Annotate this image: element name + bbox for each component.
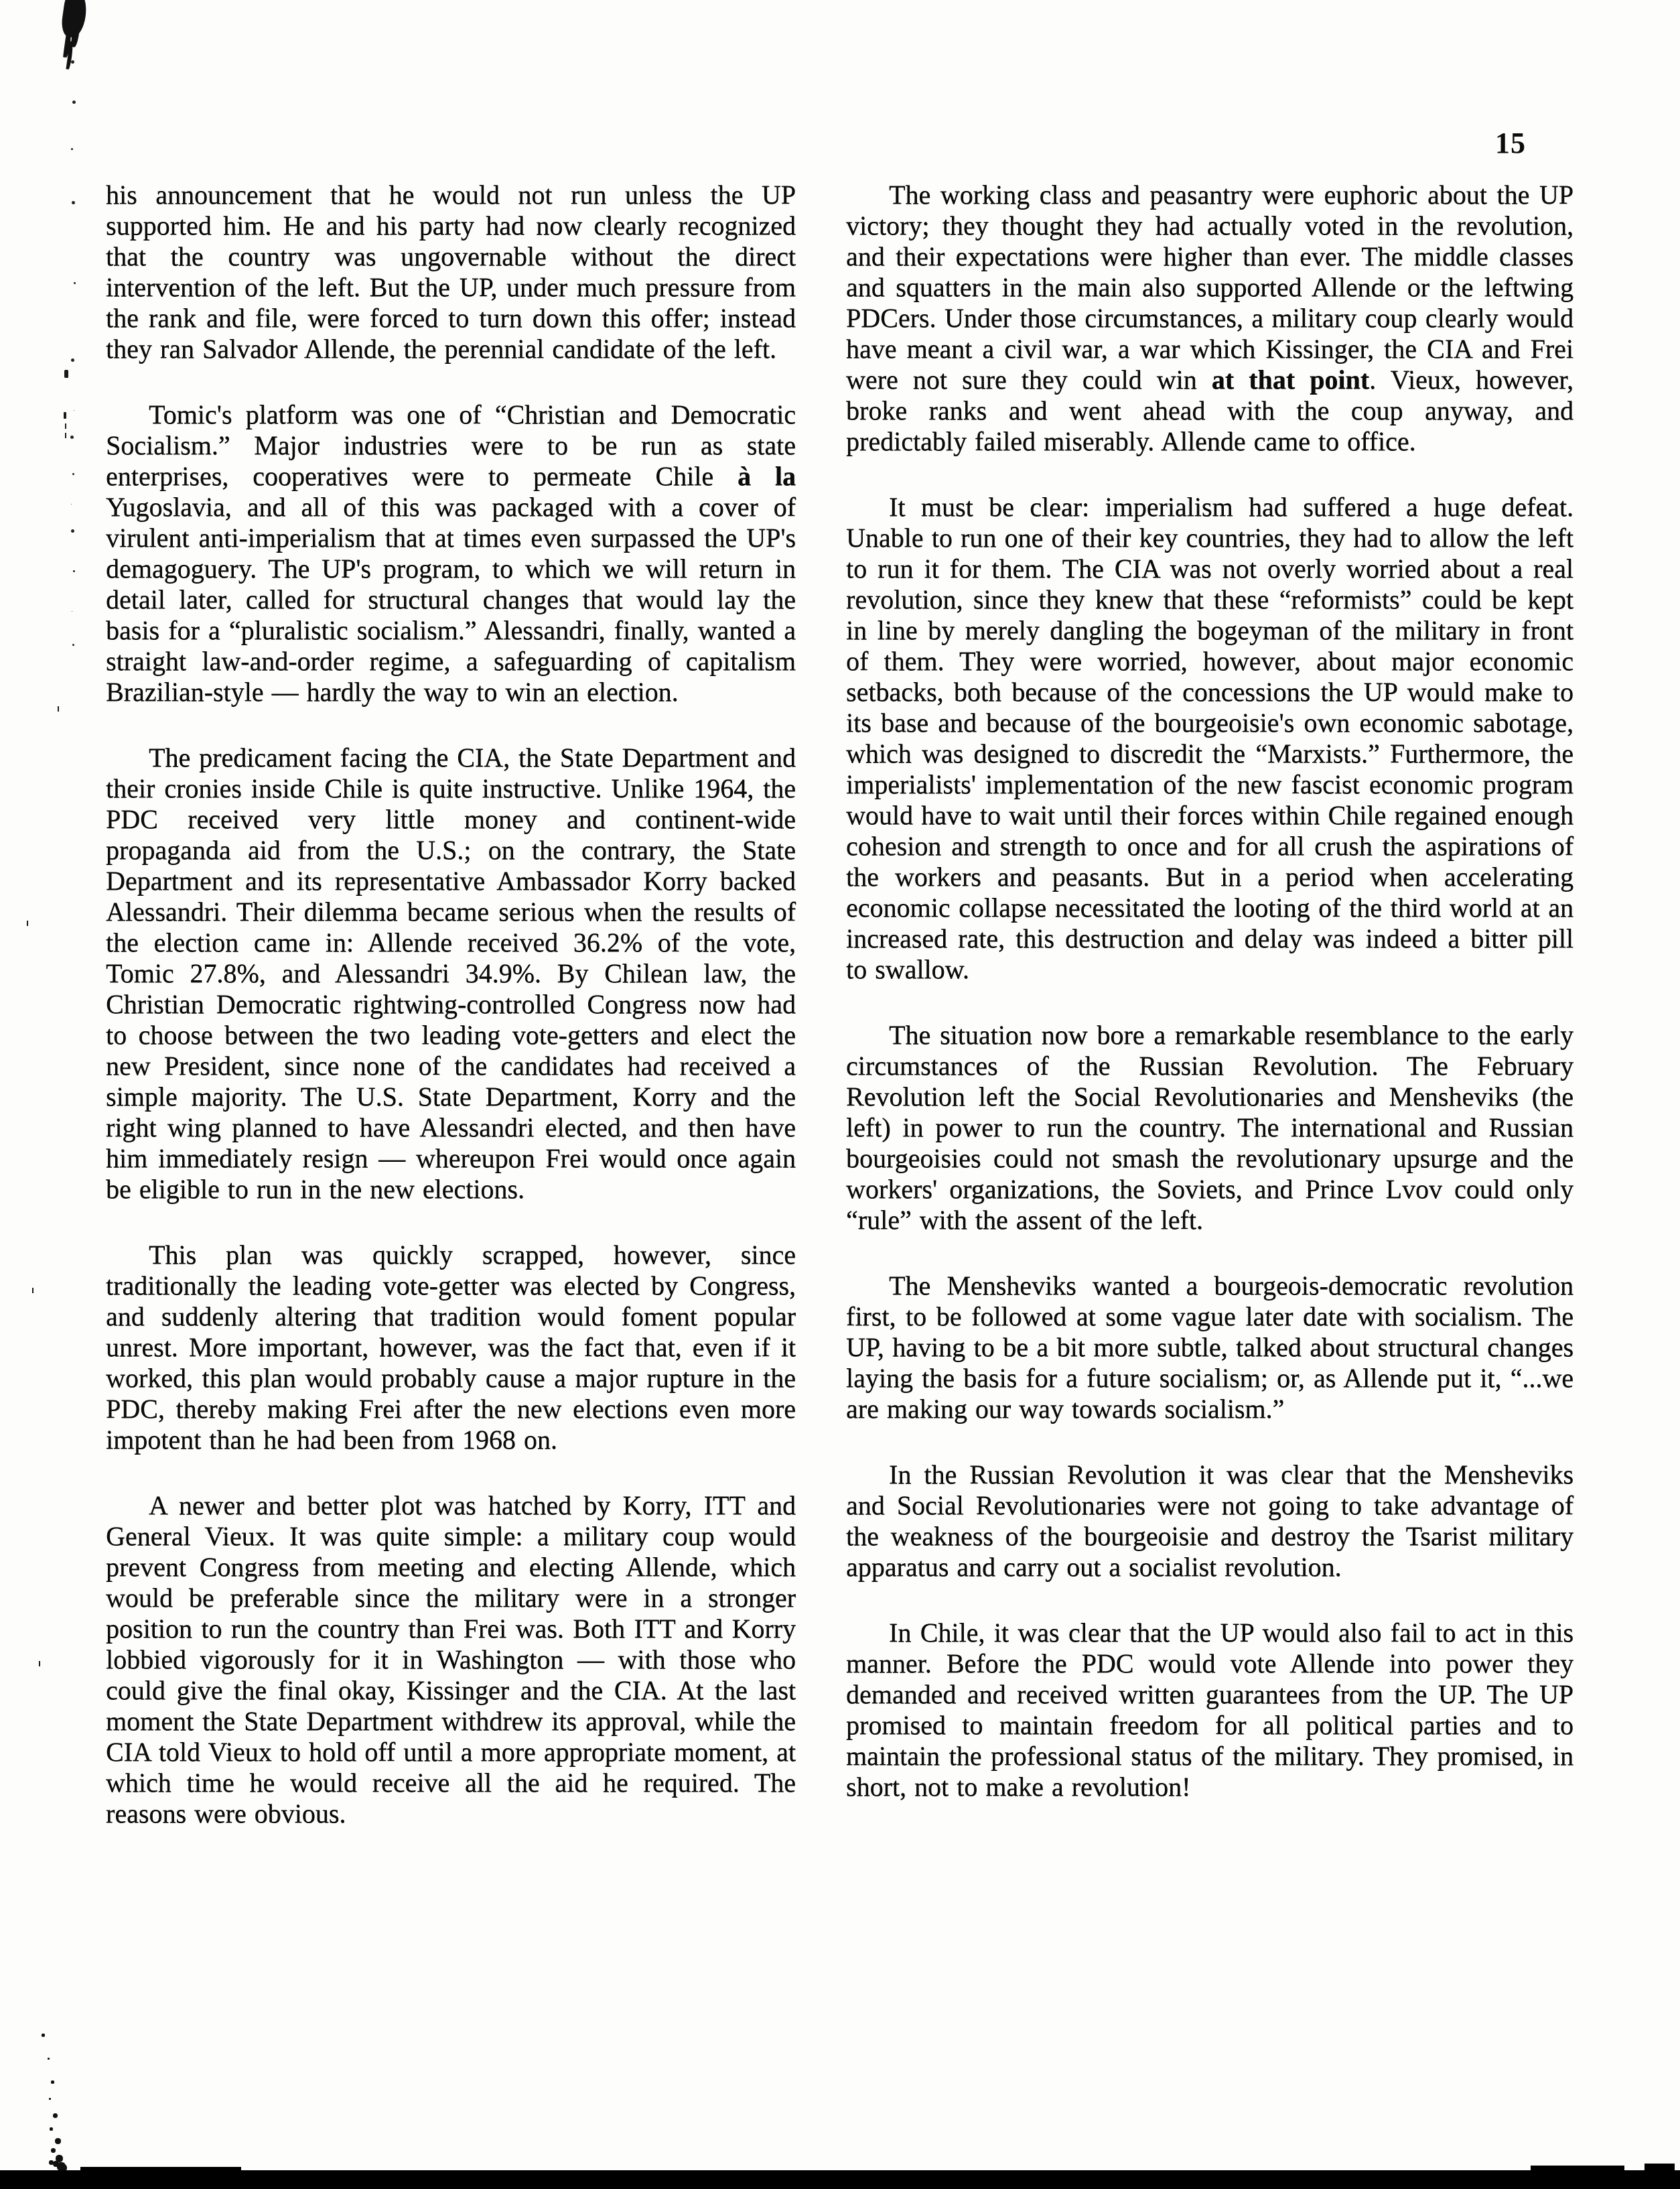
paragraph	[106, 180, 796, 364]
paragraph	[106, 1490, 796, 1829]
scan-artifact-bottom-black-bar	[0, 2170, 1680, 2189]
paragraph	[106, 399, 796, 708]
scan-artifact-bar-rough-edge	[1531, 2166, 1624, 2171]
paragraph	[846, 180, 1573, 457]
scan-artifact-bar-rough-edge	[1644, 2164, 1675, 2171]
page-number: 15	[1495, 127, 1526, 159]
text-run: his announcement that he would not run unless the UP supported him. He and his party had now clearly recognized that the country was ungovernable without the direct intervention of the left. But the UP, under much pressure from the rank and file, were forced to turn down this offer; instead they ran Salvador Allende, the perennial candidate of the left.	[106, 180, 796, 364]
text-run: In the Russian Revolution it was clear that the Mensheviks and Social Revolutionaries were not going to take advantage of the weakness of the bourgeoisie and destroy the Tsarist military apparatus and carry out a socialist revolution.	[846, 1459, 1573, 1582]
left-text-column	[106, 180, 796, 1829]
paragraph	[846, 1020, 1573, 1236]
text-run: It must be clear: imperialism had suffered a huge defeat. Unable to run one of their key countries, they had to allow the left to run it for them. The CIA was not overly worried about a real revolution, since they knew that these “reformists” could be kept in line by merely dangling the bogeyman of the military in front of them. They were worried, however, about major economic setbacks, both because of the concessions the UP would make to its base and because of the bourgeoisie's own economic sabotage, which was designed to discredit the “Marxists.” Furthermore, the imperialists' implementation of the new fascist economic program would have to wait until their forces within Chile regained enough cohesion and strength to once and for all crush the aspirations of the workers and peasants. But in a period when accelerating economic collapse necessitated the looting of the third world at an increased rate, this destruction and delay was indeed a bitter pill to swallow.	[846, 492, 1573, 984]
text-run: The situation now bore a remarkable resemblance to the early circumstances of the Russian Revolution. The February Revolution left the Social Revolutionaries and Mensheviks (the left) in power to run the country. The international and Russian bourgeoisies could not smash the revolutionary upsurge and the workers' organizations, the Soviets, and Prince Lvov could only “rule” with the assent of the left.	[846, 1020, 1573, 1235]
paragraph	[846, 492, 1573, 985]
text-run: The working class and peasantry were euphoric about the UP victory; they thought they had actually voted in the revolution, and their expectations were higher than ever. The middle classes and squatters in the main also supported Allende or the leftwing PDCers. Under those circumstances, a military coup clearly would have meant a civil war, a war which Kissinger, the CIA and Frei were not sure they could win	[846, 180, 1573, 395]
paragraph	[106, 1240, 796, 1455]
paragraph	[846, 1617, 1573, 1802]
text-run: Tomic's platform was one of “Christian and Democratic Socialism.” Major industries were to be run as state enterprises, cooperatives were to permeate Chile	[106, 399, 796, 491]
text-run: A newer and better plot was hatched by Korry, ITT and General Vieux. It was quite simple: a military coup would prevent Congress from meeting and electing Allende, which would be preferable since the military were in a stronger position to run the country than Frei was. Both ITT and Korry lobbied vigorously for it in Washington — with those who could give the final okay, Kissinger and the CIA. At the last moment the State Department withdrew its approval, while the CIA told Vieux to hold off until a more appropriate moment, at which time he would receive all the aid he required. The reasons were obvious.	[106, 1490, 796, 1829]
paragraph	[106, 742, 796, 1205]
text-run: The Mensheviks wanted a bourgeois-democratic revolution first, to be followed at some vague later date with socialism. The UP, having to be a bit more subtle, talked about structural changes laying the basis for a future socialism; or, as Allende put it, “...we are making our way towards socialism.”	[846, 1270, 1573, 1424]
scan-artifact-bar-rough-edge	[80, 2167, 241, 2171]
bold-text-run: à la	[737, 461, 796, 491]
text-run: The predicament facing the CIA, the State Department and their cronies inside Chile is quite instructive. Unlike 1964, the PDC received very little money and continent-wide propaganda aid from the U.S.; on the contrary, the State Department and its representative Ambassador Korry backed Alessandri. Their dilemma became serious when the results of the election came in: Allende received 36.2% of the vote, Tomic 27.8%, and Alessandri 34.9%. By Chilean law, the Christian Democratic rightwing-controlled Congress now had to choose between the two leading vote-getters and elect the new President, since none of the candidates had received a simple majority. The U.S. State Department, Korry and the right wing planned to have Alessandri elected, and then have him immediately resign — whereupon Frei would once again be eligible to run in the new elections.	[106, 742, 796, 1204]
scan-artifact-topleft-blob	[60, 0, 88, 39]
right-text-column	[846, 180, 1573, 1802]
text-run: This plan was quickly scrapped, however, since traditionally the leading vote-getter was elected by Congress, and suddenly altering that tradition would foment popular unrest. More important, however, was the fact that, even if it worked, this plan would probably cause a major rupture in the PDC, thereby making Frei after the new elections even more impotent than he had been from 1968 on.	[106, 1240, 796, 1455]
text-run: In Chile, it was clear that the UP would also fail to act in this manner. Before the PDC would vote Allende into power they demanded and received written guarantees from the UP. The UP promised to maintain freedom for all political parties and to maintain the professional status of the military. They promised, in short, not to make a revolution!	[846, 1617, 1573, 1802]
paragraph	[846, 1459, 1573, 1583]
text-run: . Vieux, however, broke ranks and went ahead with the coup anyway, and predictably failed miserably. Allende came to office.	[846, 364, 1574, 456]
text-run: Yugoslavia, and all of this was packaged with a cover of virulent anti-imperialism that at times even surpassed the UP's demagoguery. The UP's program, to which we will return in detail later, called for structural changes that would lay the basis for a “pluralistic socialism.” Alessandri, finally, wanted a straight law-and-order regime, a safeguarding of capitalism Brazilian-style — hardly the way to win an election.	[106, 492, 796, 707]
bold-text-run: at that point	[1211, 364, 1370, 395]
scan-artifact-left-speck-trail	[71, 60, 74, 64]
scan-artifact-bottomleft-speck-cluster	[42, 2034, 45, 2037]
scan-artifact-margin-specks	[64, 370, 68, 378]
paragraph	[846, 1270, 1573, 1424]
